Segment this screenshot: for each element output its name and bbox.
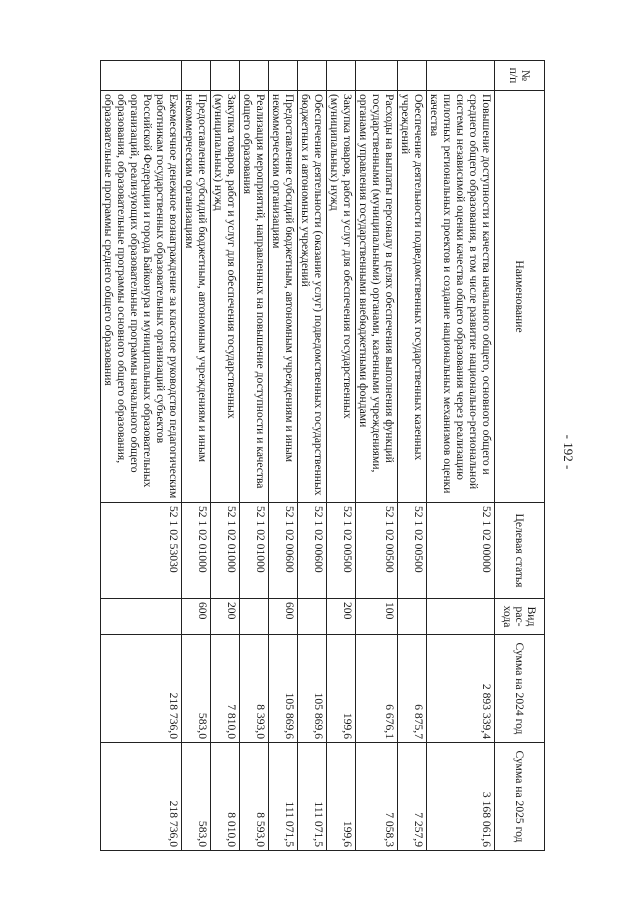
row-sum-2024: 6 676,1 bbox=[356, 635, 398, 743]
row-code: 52 1 02 00600 bbox=[269, 503, 298, 599]
row-sum-2024: 6 875,7 bbox=[398, 635, 427, 743]
row-code: 52 1 02 00500 bbox=[356, 503, 398, 599]
table-row bbox=[240, 61, 269, 851]
table-row bbox=[427, 61, 495, 851]
row-name: Предоставление субсидий бюджетным, автономным учреждениям и иным некоммерческим организациям bbox=[182, 91, 211, 503]
row-sum-2025: 3 168 061,6 bbox=[427, 743, 495, 851]
row-sum-2024: 199,6 bbox=[327, 635, 356, 743]
row-type: 100 bbox=[356, 599, 398, 635]
row-sum-2025: 199,6 bbox=[327, 743, 356, 851]
row-sum-2024: 2 893 339,4 bbox=[427, 635, 495, 743]
row-name: Повышение доступности и качества начального общего, основного общего и среднего общего образования, в том числе развитие национально-региональной системы независимой оценки качества общего образования через реализацию пилотных региональных проектов и создание национальных механизмов оценки качества bbox=[427, 91, 495, 503]
row-sum-2024: 8 393,0 bbox=[240, 635, 269, 743]
row-code: 52 1 02 00500 bbox=[327, 503, 356, 599]
row-index bbox=[211, 61, 240, 91]
row-code: 52 1 02 00600 bbox=[298, 503, 327, 599]
row-index bbox=[356, 61, 398, 91]
header-code: Целевая статья bbox=[495, 503, 545, 599]
row-index bbox=[269, 61, 298, 91]
row-type: 200 bbox=[327, 599, 356, 635]
row-type bbox=[427, 599, 495, 635]
header-sum-2024: Сумма на 2024 год bbox=[495, 635, 545, 743]
row-name: Закупка товаров, работ и услуг для обеспечения государственных (муниципальных) нужд bbox=[211, 91, 240, 503]
page-number: - 192 - bbox=[561, 434, 576, 470]
table-row bbox=[398, 61, 427, 851]
row-type: 600 bbox=[182, 599, 211, 635]
header-sum-2025: Сумма на 2025 год bbox=[495, 743, 545, 851]
row-index bbox=[398, 61, 427, 91]
row-index bbox=[101, 61, 182, 91]
row-code: 52 1 02 01000 bbox=[211, 503, 240, 599]
table-row bbox=[269, 61, 298, 851]
row-type bbox=[398, 599, 427, 635]
table-row bbox=[182, 61, 211, 851]
row-sum-2025: 218 736,0 bbox=[101, 743, 182, 851]
budget-table bbox=[100, 60, 545, 851]
row-sum-2025: 8 010,0 bbox=[211, 743, 240, 851]
row-name: Реализация мероприятий, направленных на повышение доступности и качества общего образования bbox=[240, 91, 269, 503]
header-index: № п/п bbox=[495, 61, 545, 91]
row-code: 52 1 02 01000 bbox=[240, 503, 269, 599]
table-row bbox=[356, 61, 398, 851]
row-name: Закупка товаров, работ и услуг для обеспечения государственных (муниципальных) нужд bbox=[327, 91, 356, 503]
row-sum-2025: 583,0 bbox=[182, 743, 211, 851]
row-sum-2024: 7 810,0 bbox=[211, 635, 240, 743]
table-header-row bbox=[495, 61, 545, 851]
row-code: 52 1 02 53030 bbox=[101, 503, 182, 599]
table-row bbox=[101, 61, 182, 851]
row-index bbox=[240, 61, 269, 91]
row-type bbox=[240, 599, 269, 635]
budget-table-page bbox=[18, 60, 545, 850]
row-sum-2024: 218 736,0 bbox=[101, 635, 182, 743]
row-name: Расходы на выплаты персоналу в целях обеспечения выполнения функций государственными (муниципальными) органами, казенными учреждениями, органами управления государственными внебюджетными фондами bbox=[356, 91, 398, 503]
row-sum-2024: 583,0 bbox=[182, 635, 211, 743]
row-sum-2024: 105 869,6 bbox=[269, 635, 298, 743]
table-row bbox=[327, 61, 356, 851]
header-name: Наименование bbox=[495, 91, 545, 503]
row-index bbox=[182, 61, 211, 91]
header-type: Вид рас-хода bbox=[495, 599, 545, 635]
row-name: Предоставление субсидий бюджетным, автономным учреждениям и иным некоммерческим организациям bbox=[269, 91, 298, 503]
row-index bbox=[427, 61, 495, 91]
row-type bbox=[101, 599, 182, 635]
row-sum-2025: 111 071,5 bbox=[269, 743, 298, 851]
row-name: Ежемесячное денежное вознаграждение за классное руководство педагогическим работникам государственных образовательных организаций субъектов Российской Федерации и города Байконура и муниципальных образовательных организаций, реализующих образовательные программы начального общего образования, образовательные программы основного общего образования, образовательные программы среднего общего образования bbox=[101, 91, 182, 503]
row-code: 52 1 02 01000 bbox=[182, 503, 211, 599]
row-type: 200 bbox=[211, 599, 240, 635]
row-sum-2025: 8 593,0 bbox=[240, 743, 269, 851]
row-type bbox=[298, 599, 327, 635]
row-type: 600 bbox=[269, 599, 298, 635]
row-sum-2025: 7 058,3 bbox=[356, 743, 398, 851]
row-sum-2024: 105 869,6 bbox=[298, 635, 327, 743]
row-index bbox=[298, 61, 327, 91]
row-sum-2025: 7 257,9 bbox=[398, 743, 427, 851]
row-name: Обеспечение деятельности подведомственных государственных казенных учреждений bbox=[398, 91, 427, 503]
row-name: Обеспечение деятельности (оказание услуг) подведомственных государственных бюджетных и автономных учреждений bbox=[298, 91, 327, 503]
row-code: 52 1 02 00500 bbox=[398, 503, 427, 599]
table-row bbox=[298, 61, 327, 851]
row-code: 52 1 02 00000 bbox=[427, 503, 495, 599]
row-index bbox=[327, 61, 356, 91]
table-row bbox=[211, 61, 240, 851]
row-sum-2025: 111 071,5 bbox=[298, 743, 327, 851]
